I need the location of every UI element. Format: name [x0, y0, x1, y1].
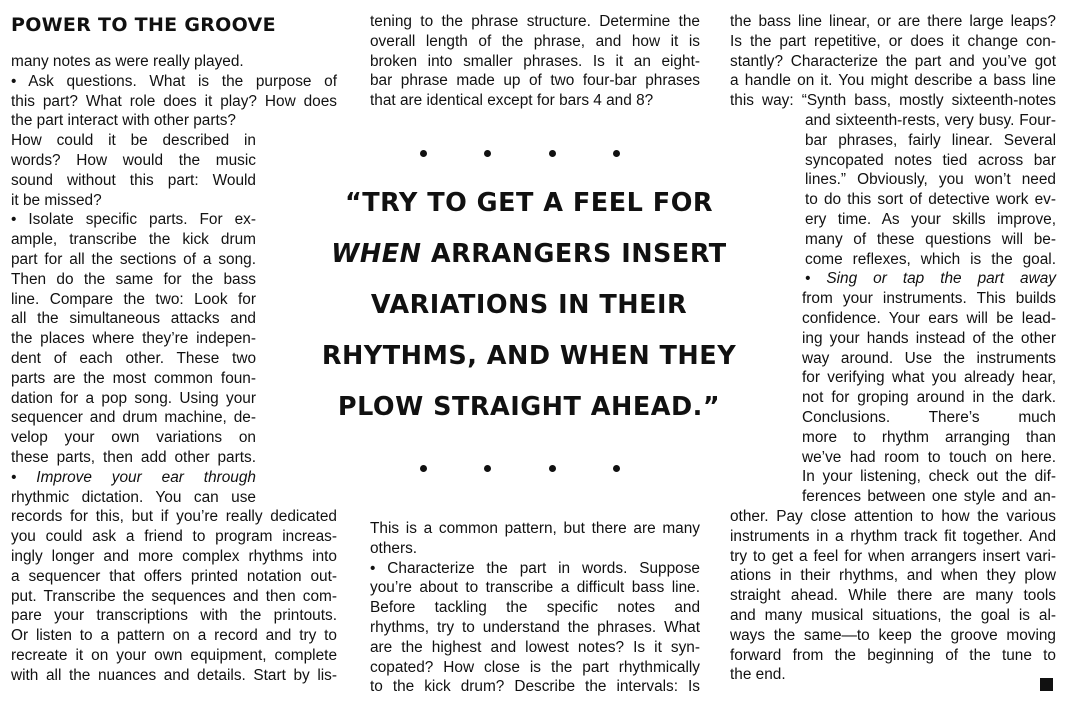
text-line: In your listening, check out the dif- [802, 468, 1056, 486]
pull-quote-line [306, 229, 752, 280]
text-line: this way: “Synth bass, mostly sixteenth-notes [730, 92, 1056, 110]
text-line: and many musical situations, the goal is al- [730, 606, 1056, 624]
pull-quote-line: RHYTHMS, AND WHEN THEY [321, 341, 737, 371]
text-line: ample, transcribe the kick drum [11, 231, 256, 249]
text-line: How could it be described in [11, 132, 256, 150]
dot-icon [549, 150, 556, 157]
text-line: sequencer and drum machine, de- [11, 409, 256, 427]
text-line: way around. Use the instruments [802, 349, 1056, 367]
text-line: the places where they’re indepen- [11, 330, 256, 348]
dot-icon [484, 465, 491, 472]
text-line: tening to the phrase structure. Determine the [370, 13, 700, 30]
dot-icon [420, 150, 427, 157]
text-line: come reflexes, which is the goal. [805, 250, 1056, 268]
text-line: this part? What role does it play? How does [11, 92, 337, 110]
text-line: Or listen to a pattern on a record and try to [11, 627, 337, 645]
text-line: others. [370, 539, 418, 557]
text-line: Is the part repetitive, or does it change con- [730, 32, 1056, 50]
pull-quote-line-rest: ARRANGERS INSERT [421, 239, 727, 269]
text-line: words? How would the music [11, 151, 256, 169]
text-line: syncopated notes tied across bar [805, 151, 1056, 169]
text-line: confidence. Your ears will be lead- [802, 309, 1056, 327]
text-line: • Sing or tap the part away [805, 270, 1056, 288]
pull-quote-emphasis: WHEN [331, 239, 422, 269]
text-line: part for all the sections of a song. [11, 250, 256, 268]
text-line: rhythmic dictation. You can use [11, 488, 256, 506]
text-line: Then do the same for the bass [11, 270, 256, 288]
text-line: copated? How close is the part rhythmically [370, 658, 700, 676]
dot-icon [613, 465, 620, 472]
text-line: more to rhythm arranging than [802, 428, 1056, 446]
text-line: many of these questions will be- [805, 230, 1056, 248]
column-2-bottom [370, 519, 700, 697]
text-line: you could ask a friend to program increas- [11, 528, 337, 546]
pull-quote-line: VARIATIONS IN THEIR [370, 290, 688, 320]
text-line: it be missed? [11, 191, 102, 209]
text-line: velop your own variations on [11, 429, 256, 447]
column-1 [11, 12, 337, 686]
pull-quote-bottom-dots [420, 465, 620, 472]
text-line: overall length of the phrase, and how it is [370, 32, 700, 50]
text-line: forward from the beginning of the tune to [730, 646, 1056, 664]
text-line: straight ahead. While there are many tools [730, 587, 1056, 605]
text-line: ingly longer and more complex rhythms into [11, 547, 337, 565]
text-line: dent of each other. These two [11, 349, 256, 367]
text-line: recreate it on your own equipment, complete [11, 646, 337, 664]
text-line: pare your transcriptions with the printouts. [11, 607, 337, 625]
text-line: these parts, then add other parts. [11, 448, 256, 466]
text-line: you’re about to transcribe a difficult bass line. [370, 579, 700, 597]
text-line: bar phrases, fairly linear. Several [805, 131, 1056, 149]
text-line: stantly? Characterize the part and you’ve got [730, 52, 1056, 70]
dot-icon [484, 150, 491, 157]
text-line: we’ve had room to touch on here. [802, 448, 1056, 466]
text-line: with all the nuances and details. Start by lis- [11, 666, 337, 684]
text-line: are the highest and lowest notes? Is it syn- [370, 638, 700, 656]
text-line: • Ask questions. What is the purpose of [11, 72, 337, 90]
running-head: POWER TO THE GROOVE [11, 14, 276, 36]
text-line: the end. [730, 666, 786, 684]
text-line: all the simultaneous attacks and [11, 310, 256, 328]
column-3 [730, 12, 1056, 685]
text-line: ways the same—to keep the groove moving [730, 626, 1056, 644]
text-line: sound without this part: Would [11, 171, 256, 189]
text-line: ery time. As your skills improve, [805, 210, 1056, 228]
pull-quote-line: “TRY TO GET A FEEL FOR [344, 188, 714, 218]
text-line: line. Compare the two: Look for [11, 290, 256, 308]
text-line: lines.” Obviously, you won’t need [805, 171, 1056, 189]
pull-quote-line: PLOW STRAIGHT AHEAD.” [337, 392, 721, 422]
text-line: put. Transcribe the sequences and then com- [11, 587, 337, 605]
text-line: a sequencer that offers printed notation out- [11, 567, 337, 585]
dot-icon [420, 465, 427, 472]
text-line: ations in their rhythms, and when they plow [730, 567, 1056, 585]
text-line: try to get a feel for when arrangers insert vari- [730, 547, 1056, 565]
text-line: Before tackling the specific notes and [370, 599, 700, 617]
text-line: that are identical except for bars 4 and 8? [370, 92, 654, 110]
text-line: dation for a pop song. Using your [11, 389, 256, 407]
text-line: from your instruments. This builds [802, 290, 1056, 308]
text-line: records for this, but if you’re really dedicated [11, 508, 337, 526]
column-2-top [370, 12, 700, 111]
text-line: not for groping around in the dark. [802, 389, 1056, 407]
text-line: for verifying what you already hear, [802, 369, 1056, 387]
text-line: other. Pay close attention to how the various [730, 507, 1056, 525]
text-line: to the kick drum? Describe the intervals: Is [370, 678, 700, 696]
text-line: • Characterize the part in words. Suppose [370, 559, 700, 577]
text-line: many notes as were really played. [11, 53, 244, 70]
text-line: rhythms, try to understand the phrases. What [370, 618, 700, 636]
text-line: the part interact with other parts? [11, 112, 236, 130]
text-line: ing your hands instead of the other [802, 329, 1056, 347]
dot-icon [549, 465, 556, 472]
end-of-article-icon [1040, 678, 1053, 691]
text-line: bar phrase made up of two four-bar phrases [370, 72, 700, 90]
text-line: • Improve your ear through [11, 468, 256, 486]
text-line: This is a common pattern, but there are many [370, 520, 700, 537]
text-line: instruments in a rhythm track fit together. And [730, 527, 1056, 545]
text-line: • Isolate specific parts. For ex- [11, 211, 256, 229]
text-line: ferences between one style and an- [802, 488, 1056, 506]
dot-icon [613, 150, 620, 157]
text-line: and sixteenth-rests, very busy. Four- [805, 111, 1056, 129]
pull-quote-top-dots [420, 150, 620, 157]
text-line: to do this sort of detective work ev- [805, 191, 1056, 209]
text-line: broken into smaller phrases. Is it an eight- [370, 52, 700, 70]
pull-quote [306, 178, 752, 433]
text-line: parts are the most common foun- [11, 369, 256, 387]
text-line: Conclusions. There’s much [802, 408, 1056, 426]
text-line: a handle on it. You might describe a bass line [730, 72, 1056, 90]
text-line: the bass line linear, or are there large leaps? [730, 13, 1056, 30]
